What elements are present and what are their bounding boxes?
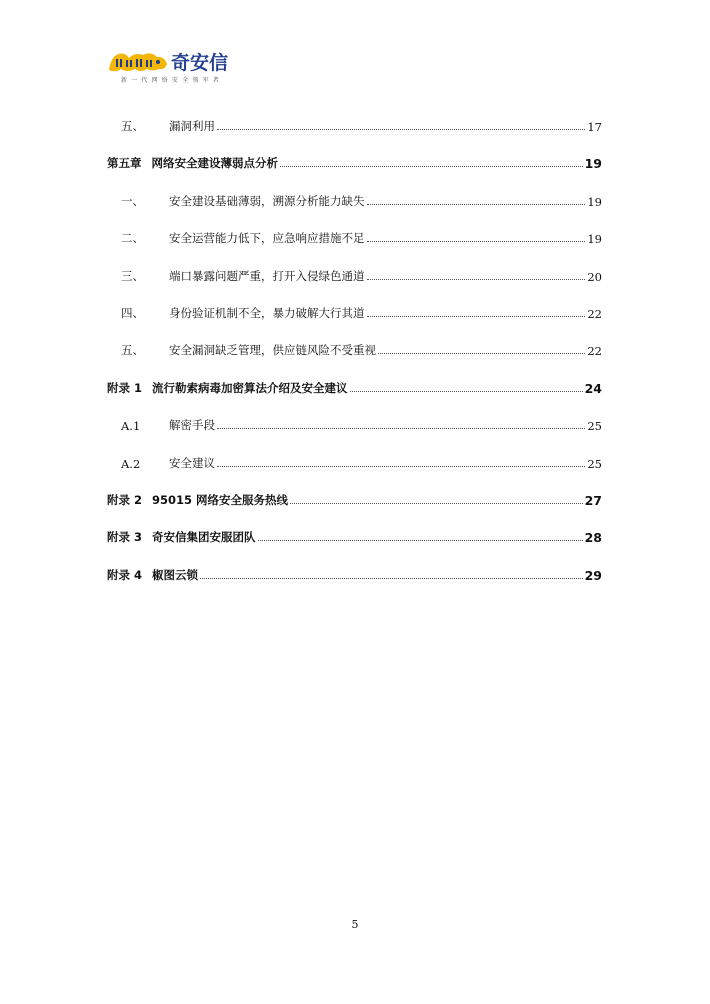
toc-entry-title: 安全建设基础薄弱，溯源分析能力缺失 xyxy=(169,193,365,208)
toc-section-entry[interactable] xyxy=(107,301,602,321)
toc-dot-leader xyxy=(258,539,583,541)
toc-entry-title: 网络安全建设薄弱点分析 xyxy=(151,156,278,171)
toc-dot-leader xyxy=(280,165,583,167)
toc-entry-title: 安全运营能力低下，应急响应措施不足 xyxy=(169,231,365,246)
toc-entry-page: 29 xyxy=(584,567,602,583)
toc-dot-leader xyxy=(217,427,585,429)
toc-entry-page: 20 xyxy=(587,269,602,284)
toc-section-entry[interactable] xyxy=(107,114,602,134)
toc-entry-number: 附录 3 xyxy=(107,530,143,545)
toc-entry-page: 19 xyxy=(587,232,602,247)
toc-entry-page: 17 xyxy=(587,120,602,134)
logo-tagline: 新一代网络安全领军者 xyxy=(121,77,224,84)
toc-chapter-entry[interactable] xyxy=(107,151,602,171)
toc-entry-page: 28 xyxy=(584,530,602,546)
toc-dot-leader xyxy=(290,502,583,504)
toc-entry-number: 四、 xyxy=(121,306,144,320)
toc-chapter-entry[interactable] xyxy=(107,525,602,545)
toc-dot-leader xyxy=(367,203,586,205)
toc-entry-page: 19 xyxy=(587,194,602,209)
toc-entry-title: 身份验证机制不全，暴力破解大行其道 xyxy=(169,306,365,320)
toc-entry-number: 三、 xyxy=(121,268,144,283)
toc-entry-page: 25 xyxy=(587,419,602,434)
toc-entry-title: 解密手段 xyxy=(169,418,215,433)
toc-dot-leader xyxy=(367,315,586,317)
logo-mark-icon xyxy=(107,50,169,74)
toc-entry-number: 第五章 xyxy=(107,156,142,171)
toc-entry-page: 19 xyxy=(584,156,602,172)
toc-chapter-entry[interactable] xyxy=(107,376,602,396)
toc-dot-leader xyxy=(200,577,583,579)
toc-entry-number: 附录 4 xyxy=(107,567,143,582)
toc-entry-number: 附录 1 xyxy=(107,380,143,395)
page-number: 5 xyxy=(351,918,359,931)
toc-dot-leader xyxy=(378,352,585,354)
toc-section-entry[interactable] xyxy=(107,338,602,358)
toc-entry-page: 25 xyxy=(587,456,602,471)
toc-dot-leader xyxy=(367,278,586,280)
toc-entry-page: 24 xyxy=(584,380,602,396)
toc-chapter-entry[interactable] xyxy=(107,563,602,583)
toc-entry-title: 安全漏洞缺乏管理，供应链风险不受重视 xyxy=(169,343,376,358)
toc-dot-leader xyxy=(350,390,583,392)
toc-entry-number: 五、 xyxy=(121,343,144,358)
toc-entry-title: 漏洞利用 xyxy=(169,119,215,133)
toc-entry-number: A.1 xyxy=(121,419,141,434)
toc-entry-title: 95015 网络安全服务热线 xyxy=(152,493,289,507)
toc-entry-title: 端口暴露问题严重，打开入侵绿色通道 xyxy=(169,268,365,283)
logo-text: 奇安信 xyxy=(171,52,229,74)
toc-section-entry[interactable] xyxy=(107,226,602,246)
toc-section-entry[interactable] xyxy=(107,264,602,284)
toc-entry-number: 附录 2 xyxy=(107,493,143,507)
toc-entry-number: 二、 xyxy=(121,231,144,246)
toc-entry-page: 27 xyxy=(584,493,602,508)
toc-entry-number: 一、 xyxy=(121,193,144,208)
toc-entry-title: 椒图云锁 xyxy=(152,567,199,582)
toc-section-entry[interactable] xyxy=(107,451,602,471)
toc-entry-number: A.2 xyxy=(121,456,141,471)
toc-section-entry[interactable] xyxy=(107,413,602,433)
toc-entry-title: 奇安信集团安服团队 xyxy=(152,530,256,545)
toc-entry-number: 五、 xyxy=(121,119,144,133)
toc-entry-page: 22 xyxy=(587,344,602,359)
toc-entry-page: 22 xyxy=(587,307,602,321)
toc-dot-leader xyxy=(367,240,586,242)
toc-dot-leader xyxy=(217,465,585,467)
company-logo xyxy=(107,48,267,84)
toc-entry-title: 流行勒索病毒加密算法介绍及安全建议 xyxy=(152,380,348,395)
toc-dot-leader xyxy=(217,128,585,130)
toc-entry-title: 安全建议 xyxy=(169,455,215,470)
toc-section-entry[interactable] xyxy=(107,189,602,209)
toc-chapter-entry[interactable] xyxy=(107,488,602,508)
